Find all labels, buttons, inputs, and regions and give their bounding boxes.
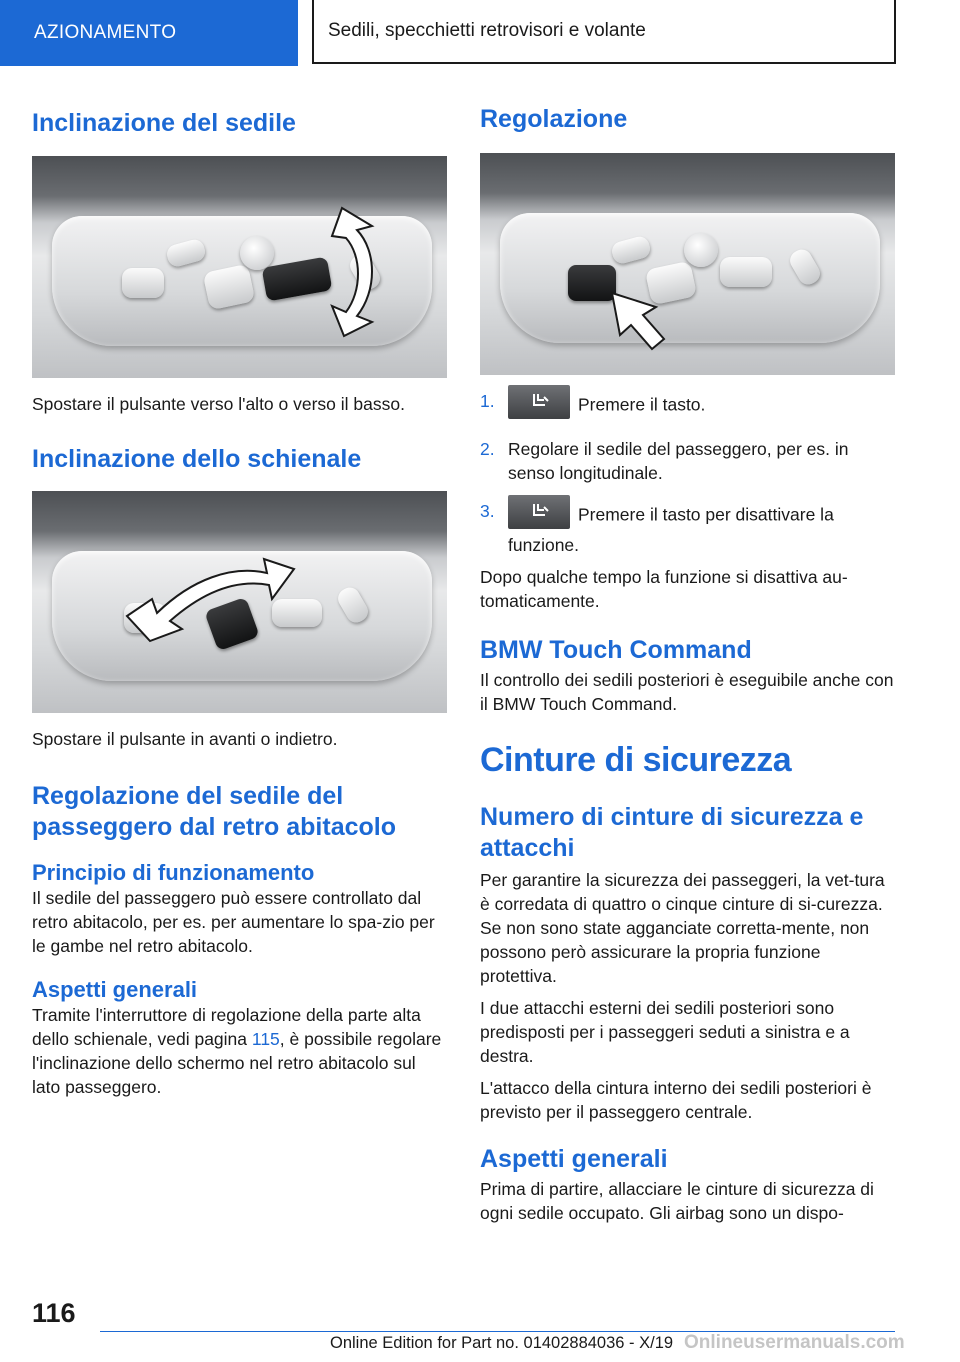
heading-touch-command: BMW Touch Command <box>480 636 752 664</box>
pointer-arrow-icon <box>480 153 895 375</box>
watermark-text: Onlineusermanuals.com <box>684 1332 905 1353</box>
heading-general: Aspetti generali <box>32 977 198 1002</box>
step-text: Premere il tasto per disattivare la funzione. <box>508 504 834 555</box>
chapter-heading-wrap <box>480 740 896 780</box>
heading-seat-tilt: Inclinazione del sedile <box>32 109 296 137</box>
text-belts-1: Per garantire la sicurezza dei passeggeri, la vet-tura è corredata di quattro o cinque cinture di si-curezza. Se non sono state agganciate corretta-mente, non possono però assicurare la propria funzione protettiva. <box>480 870 885 986</box>
heading-principle: Principio di funzionamento <box>32 860 315 885</box>
text-general-part1: Tramite l'interruttore di regolazione della parte alta dello schienale, vedi pagina <box>32 1005 421 1049</box>
heading-adjustment: Regolazione <box>480 105 628 133</box>
text-belts-2: I due attacchi esterni dei sedili posteriori sono predisposti per i passeggeri seduti a sinistra e a destra. <box>480 998 850 1066</box>
step-number: 2. <box>480 439 495 459</box>
step-number: 1. <box>480 391 495 411</box>
step-text: Regolare il sedile del passeggero, per es. in senso longitudinale. <box>508 439 849 483</box>
photo-adjustment <box>480 153 895 375</box>
left-column <box>32 96 448 1099</box>
photo-backrest-tilt <box>32 491 447 713</box>
right-column <box>480 96 896 1225</box>
heading-seat-belts: Cinture di sicurezza <box>480 741 792 779</box>
text-general-part2: , è possibile regolare l'inclinazione dello schermo nel retro abitacolo sul lato passeggero. <box>32 1029 442 1097</box>
edition-text: Online Edition for Part no. 01402884036 - X/19 <box>330 1334 674 1352</box>
heading-general-2: Aspetti generali <box>480 1145 668 1173</box>
list-item <box>480 499 896 557</box>
chapter-title: AZIONAMENTO <box>34 22 177 43</box>
heading-passenger-seat: Regolazione del sedile del passeggero dal retro abitacolo <box>32 782 396 841</box>
page-link[interactable]: 115 <box>251 1029 280 1049</box>
seat-icon <box>508 385 570 419</box>
step-content <box>508 389 705 433</box>
seat-icon <box>508 495 570 529</box>
steps-list <box>480 389 896 557</box>
text-principle: Il sedile del passeggero può essere controllato dal retro abitacolo, per es. per aumentare lo spa-zio per le gambe nel retro abitacolo. <box>32 888 435 956</box>
caption-seat-tilt: Spostare il pulsante verso l'alto o verso il basso. <box>32 394 405 414</box>
step-text: Premere il tasto. <box>578 394 706 415</box>
heading-backrest-tilt: Inclinazione dello schienale <box>32 445 362 473</box>
list-item <box>480 437 896 485</box>
caption-backrest-tilt: Spostare il pulsante in avanti o indietro. <box>32 729 338 749</box>
section-title: Sedili, specchietti retrovisori e volante <box>328 20 646 41</box>
text-touch-command: Il controllo dei sedili posteriori è eseguibile anche con il BMW Touch Command. <box>480 670 894 714</box>
chapter-tab <box>0 0 298 66</box>
page-number: 116 <box>32 1298 76 1328</box>
text-general <box>32 1003 448 1099</box>
text-general-2: Prima di partire, allacciare le cinture di sicurezza di ogni sedile occupato. Gli airbag sono un dispo- <box>480 1179 874 1223</box>
step-number: 3. <box>480 501 495 521</box>
photo-seat-tilt <box>32 156 447 378</box>
text-belts-3: L'attacco della cintura interno dei sedili posteriori è previsto per il passeggero centrale. <box>480 1078 872 1122</box>
list-item <box>480 389 896 433</box>
heading-belt-count: Numero di cinture di sicurezza e attacchi <box>480 803 864 862</box>
section-header <box>312 0 896 64</box>
arrow-up-down-icon <box>32 156 447 378</box>
step-content <box>508 499 896 557</box>
arrow-forward-back-icon <box>32 491 447 713</box>
text-after-steps: Dopo qualche tempo la funzione si disattiva au-tomaticamente. <box>480 567 848 611</box>
